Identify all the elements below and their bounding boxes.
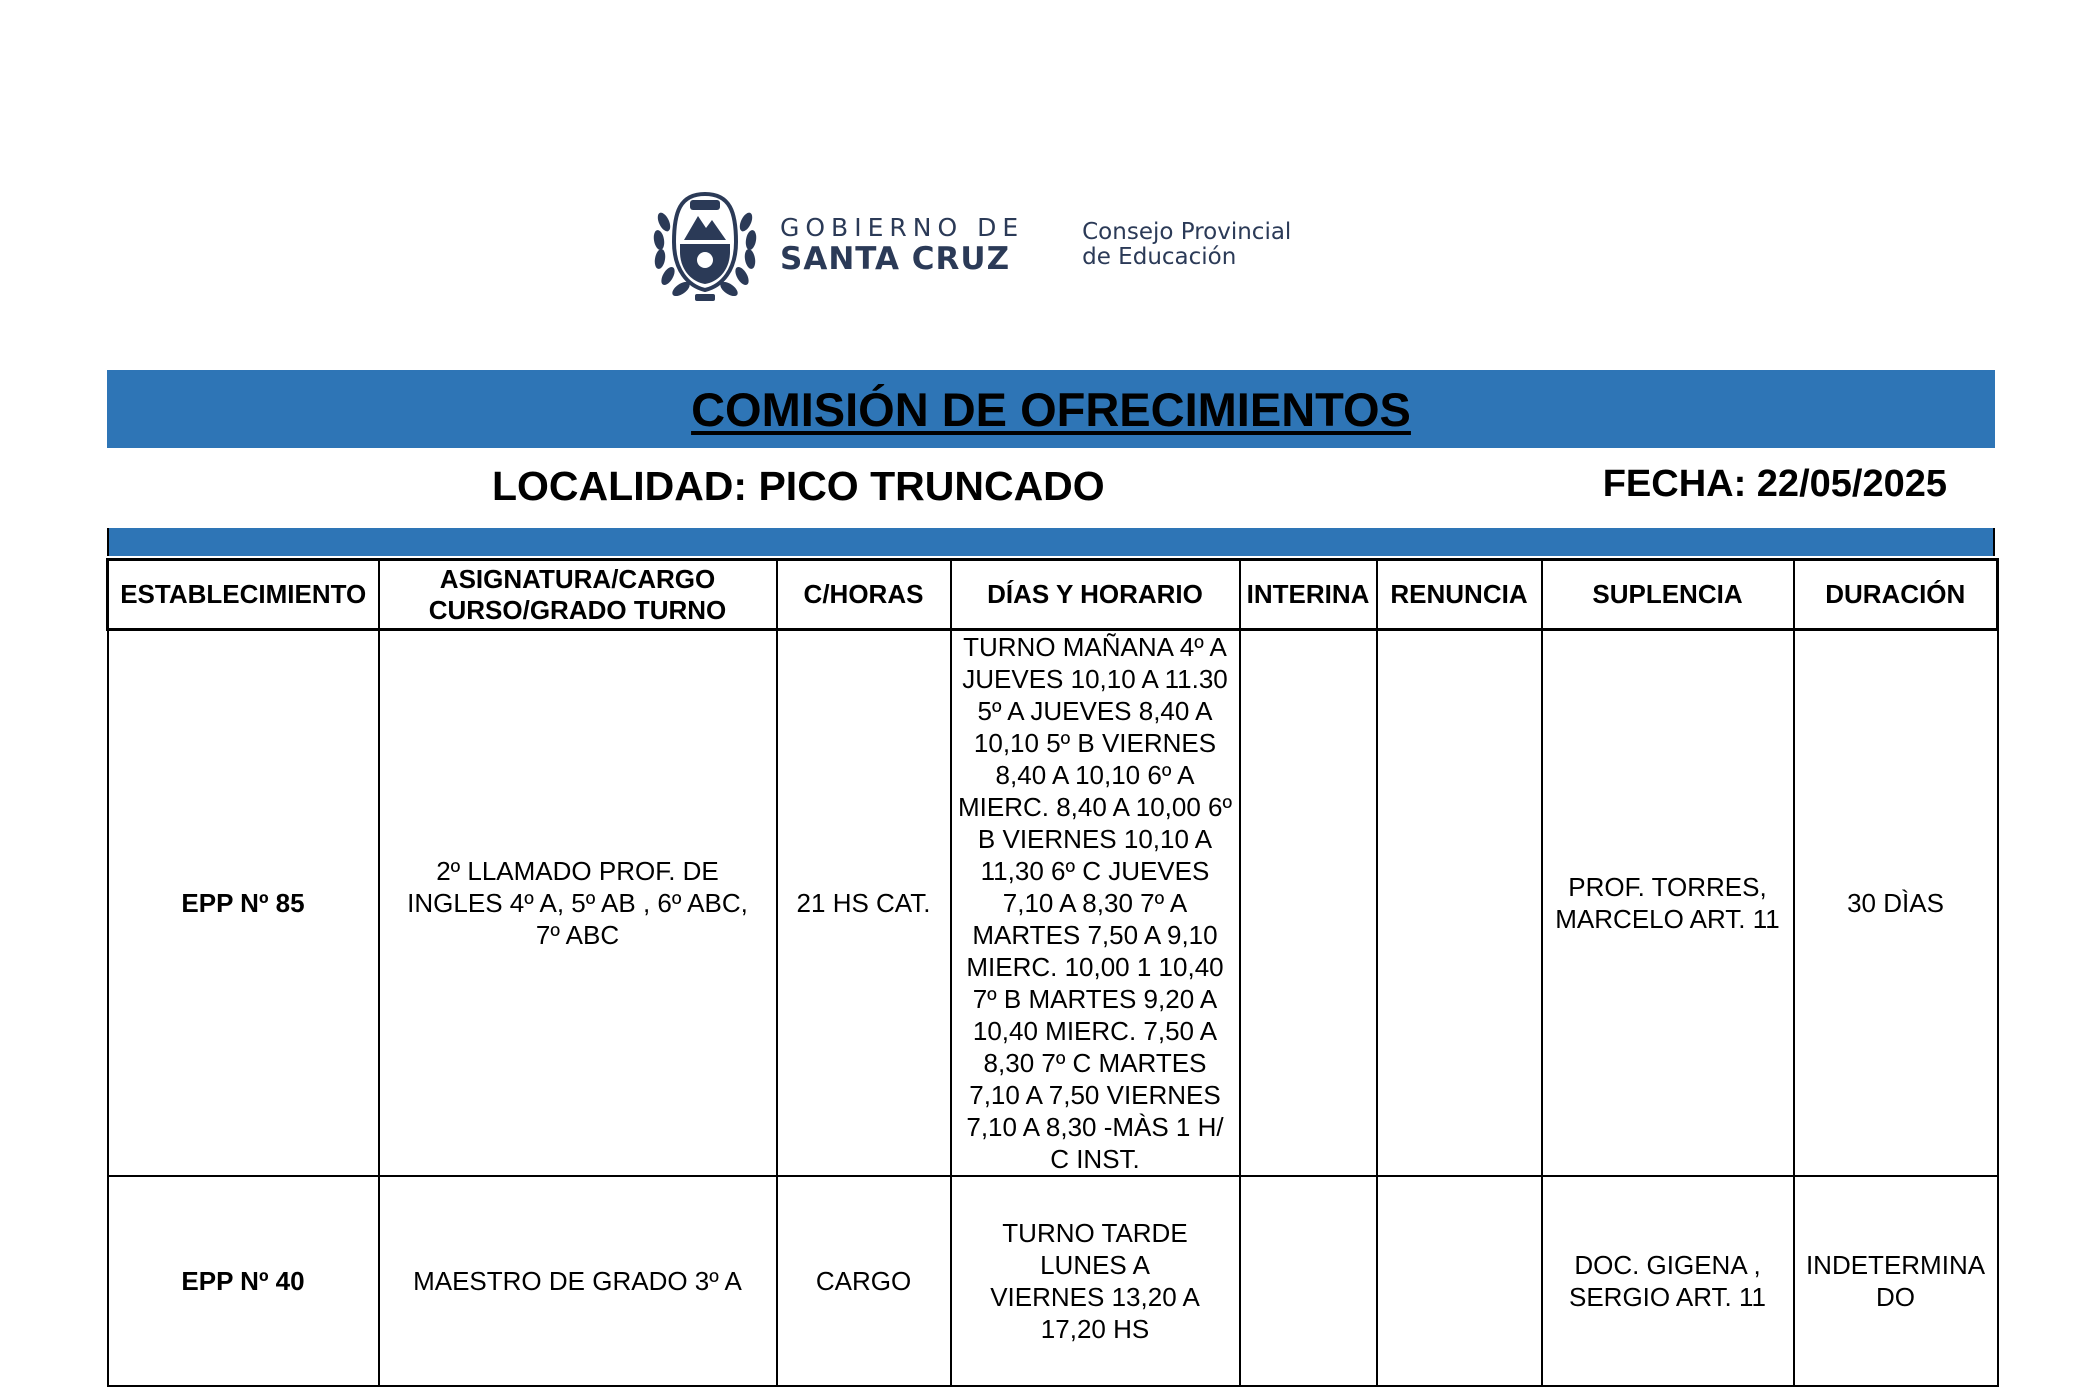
cell-establecimiento: EPP Nº 85	[108, 630, 379, 1177]
cell-dias: TURNO MAÑANA 4º A JUEVES 10,10 A 11.30 5º A JUEVES 8,40 A 10,10 5º B VIERNES 8,40 A 10,10 6º A MIERC. 8,40 A 10,00 6º B VIERNES 10,10 A 11,30 6º C JUEVES 7,10 A 8,30 7º A MARTES 7,50 A 9,10 MIERC. 10,00 1 10,40 7º B MARTES 9,20 A 10,40 MIERC. 7,50 A 8,30 7º C MARTES 7,10 A 7,50 VIERNES 7,10 A 8,30 -MÀS 1 H/ C INST.	[951, 630, 1240, 1177]
provincial-coat-of-arms-icon	[650, 182, 760, 307]
header-renuncia: RENUNCIA	[1377, 560, 1542, 630]
page-title: COMISIÓN DE OFRECIMIENTOS	[691, 382, 1411, 436]
table-row	[108, 630, 1998, 1177]
cell-duracion: 30 DÌAS	[1794, 630, 1998, 1177]
government-line-1: GOBIERNO DE	[780, 212, 1025, 242]
header-suplencia: SUPLENCIA	[1542, 560, 1794, 630]
header-asignatura-line-2: CURSO/GRADO TURNO	[428, 594, 727, 625]
header-interina: INTERINA	[1240, 560, 1377, 630]
cell-asignatura: MAESTRO DE GRADO 3º A	[379, 1176, 777, 1386]
cell-renuncia	[1377, 630, 1542, 1177]
cell-interina	[1240, 630, 1377, 1177]
cell-establecimiento: EPP Nº 40	[108, 1176, 379, 1386]
header-asignatura-line-1: ASIGNATURA/CARGO	[439, 563, 716, 594]
offers-table	[106, 558, 1999, 1387]
cell-dias: TURNO TARDE LUNES A VIERNES 13,20 A 17,20 HS	[951, 1176, 1240, 1386]
header-establecimiento: ESTABLECIMIENTO	[108, 560, 379, 630]
cell-horas: 21 HS CAT.	[777, 630, 951, 1177]
table-row	[108, 1176, 1998, 1386]
council-line-1: Consejo Provincial	[1082, 218, 1292, 245]
cell-duracion: INDETERMINADO	[1794, 1176, 1998, 1386]
cell-horas: CARGO	[777, 1176, 951, 1386]
government-wordmark	[780, 214, 1024, 276]
table-top-band	[107, 528, 1995, 556]
header-logos	[650, 182, 1291, 307]
title-band	[107, 370, 1995, 448]
council-wordmark	[1082, 220, 1291, 270]
cell-asignatura: 2º LLAMADO PROF. DE INGLES 4º A, 5º AB , 6º ABC, 7º ABC	[379, 630, 777, 1177]
council-line-2: de Educación	[1082, 243, 1237, 270]
header-horas: C/HORAS	[777, 560, 951, 630]
table-header-row	[108, 560, 1998, 630]
cell-interina	[1240, 1176, 1377, 1386]
cell-suplencia: DOC. GIGENA , SERGIO ART. 11	[1542, 1176, 1794, 1386]
locality-label: LOCALIDAD: PICO TRUNCADO	[492, 463, 1105, 509]
date-label: FECHA: 22/05/2025	[1602, 463, 1947, 505]
cell-renuncia	[1377, 1176, 1542, 1386]
header-duracion: DURACIÓN	[1794, 560, 1998, 630]
cell-suplencia: PROF. TORRES, MARCELO ART. 11	[1542, 630, 1794, 1177]
location-date-row	[107, 455, 1995, 523]
header-asignatura	[379, 560, 777, 630]
government-line-2: SANTA CRUZ	[780, 240, 1011, 277]
header-dias: DÍAS Y HORARIO	[951, 560, 1240, 630]
